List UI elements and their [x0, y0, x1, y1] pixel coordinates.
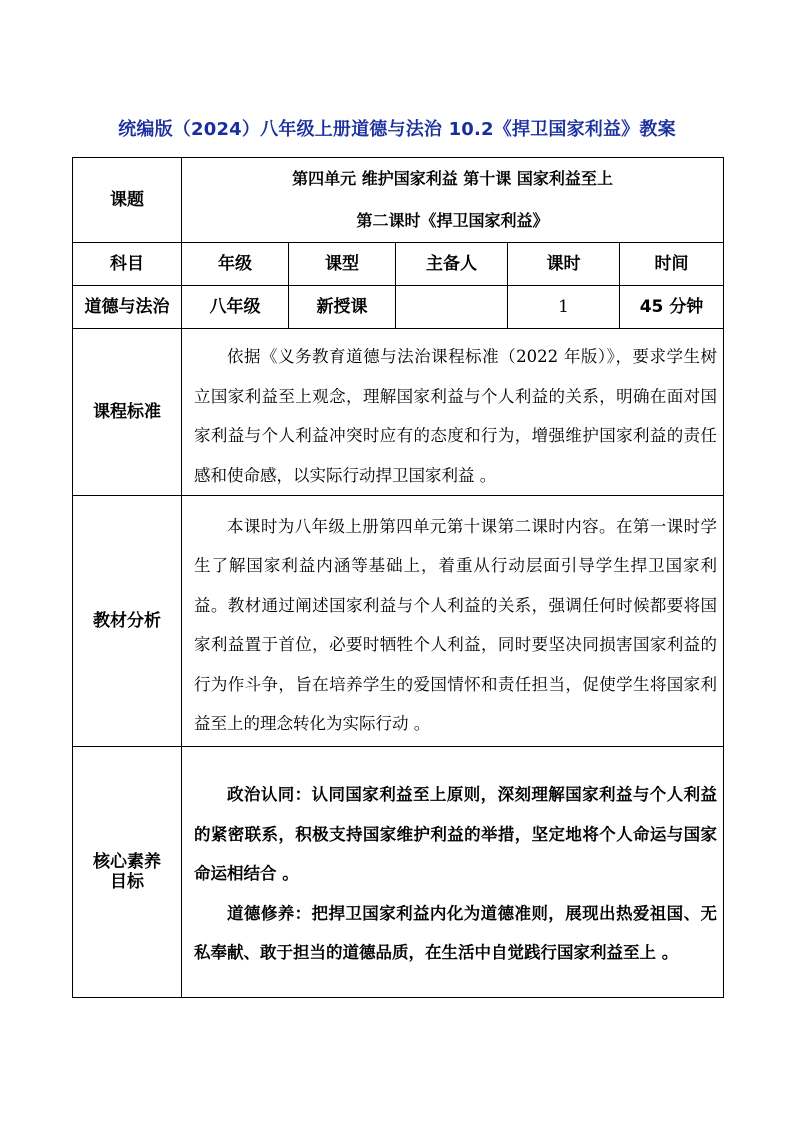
topic-cell — [182, 158, 724, 243]
goals-label-line-2: 目标 — [110, 872, 144, 892]
goals-label-line-1: 核心素养 — [93, 852, 161, 872]
standard-row — [73, 329, 724, 496]
goals-label — [73, 747, 182, 998]
type-value: 新授课 — [289, 286, 396, 329]
values-row — [73, 286, 724, 329]
analysis-row — [73, 496, 724, 747]
header-row — [73, 243, 724, 286]
preparer-value — [396, 286, 508, 329]
lesson-plan-table — [72, 157, 724, 998]
topic-line-1: 第四单元 维护国家利益 第十课 国家利益至上 — [292, 169, 613, 188]
standard-text: 依据《义务教育道德与法治课程标准（2022 年版）》，要求学生树立国家利益至上观念，理解国家利益与个人利益的关系，明确在面对国家利益与个人利益冲突时应有的态度和行为，增强维护国家利益的责任感和使命感，以实际行动捍卫国家利益 。 — [194, 347, 717, 485]
grade-value: 八年级 — [182, 286, 289, 329]
goal-political-identity: 政治认同：认同国家利益至上原则，深刻理解国家利益与个人利益的紧密联系，积极支持国家维护利益的举措，坚定地将个人命运与国家命运相结合 。 — [194, 785, 717, 884]
topic-row — [73, 158, 724, 243]
analysis-text: 本课时为八年级上册第四单元第十课第二课时内容。在第一课时学生了解国家利益内涵等基础上，着重从行动层面引导学生捍卫国家利益。教材通过阐述国家利益与个人利益的关系，强调任何时候都要将国家利益置于首位，必要时牺牲个人利益，同时要坚决同损害国家利益的行为作斗争，旨在培养学生的爱国情怀和责任担当，促使学生将国家利益至上的理念转化为实际行动 。 — [194, 516, 717, 733]
standard-cell — [182, 329, 724, 496]
grade-header: 年级 — [182, 243, 289, 286]
type-header: 课型 — [289, 243, 396, 286]
analysis-label: 教材分析 — [73, 496, 182, 747]
subject-value: 道德与法治 — [73, 286, 182, 329]
goals-cell — [182, 747, 724, 998]
analysis-cell — [182, 496, 724, 747]
preparer-header: 主备人 — [396, 243, 508, 286]
document-title: 统编版（2024）八年级上册道德与法治 10.2《捍卫国家利益》教案 — [118, 119, 676, 140]
periods-value: 1 — [508, 286, 620, 329]
time-header: 时间 — [620, 243, 724, 286]
topic-label: 课题 — [73, 158, 182, 243]
topic-line-2: 第二课时《捍卫国家利益》 — [356, 211, 549, 230]
goals-row — [73, 747, 724, 998]
periods-header: 课时 — [508, 243, 620, 286]
goal-moral-cultivation: 道德修养：把捍卫国家利益内化为道德准则，展现出热爱祖国、无私奉献、敢于担当的道德品质，在生活中自觉践行国家利益至上 。 — [194, 903, 717, 963]
time-value: 45 分钟 — [620, 286, 724, 329]
standard-label: 课程标准 — [73, 329, 182, 496]
subject-header: 科目 — [73, 243, 182, 286]
